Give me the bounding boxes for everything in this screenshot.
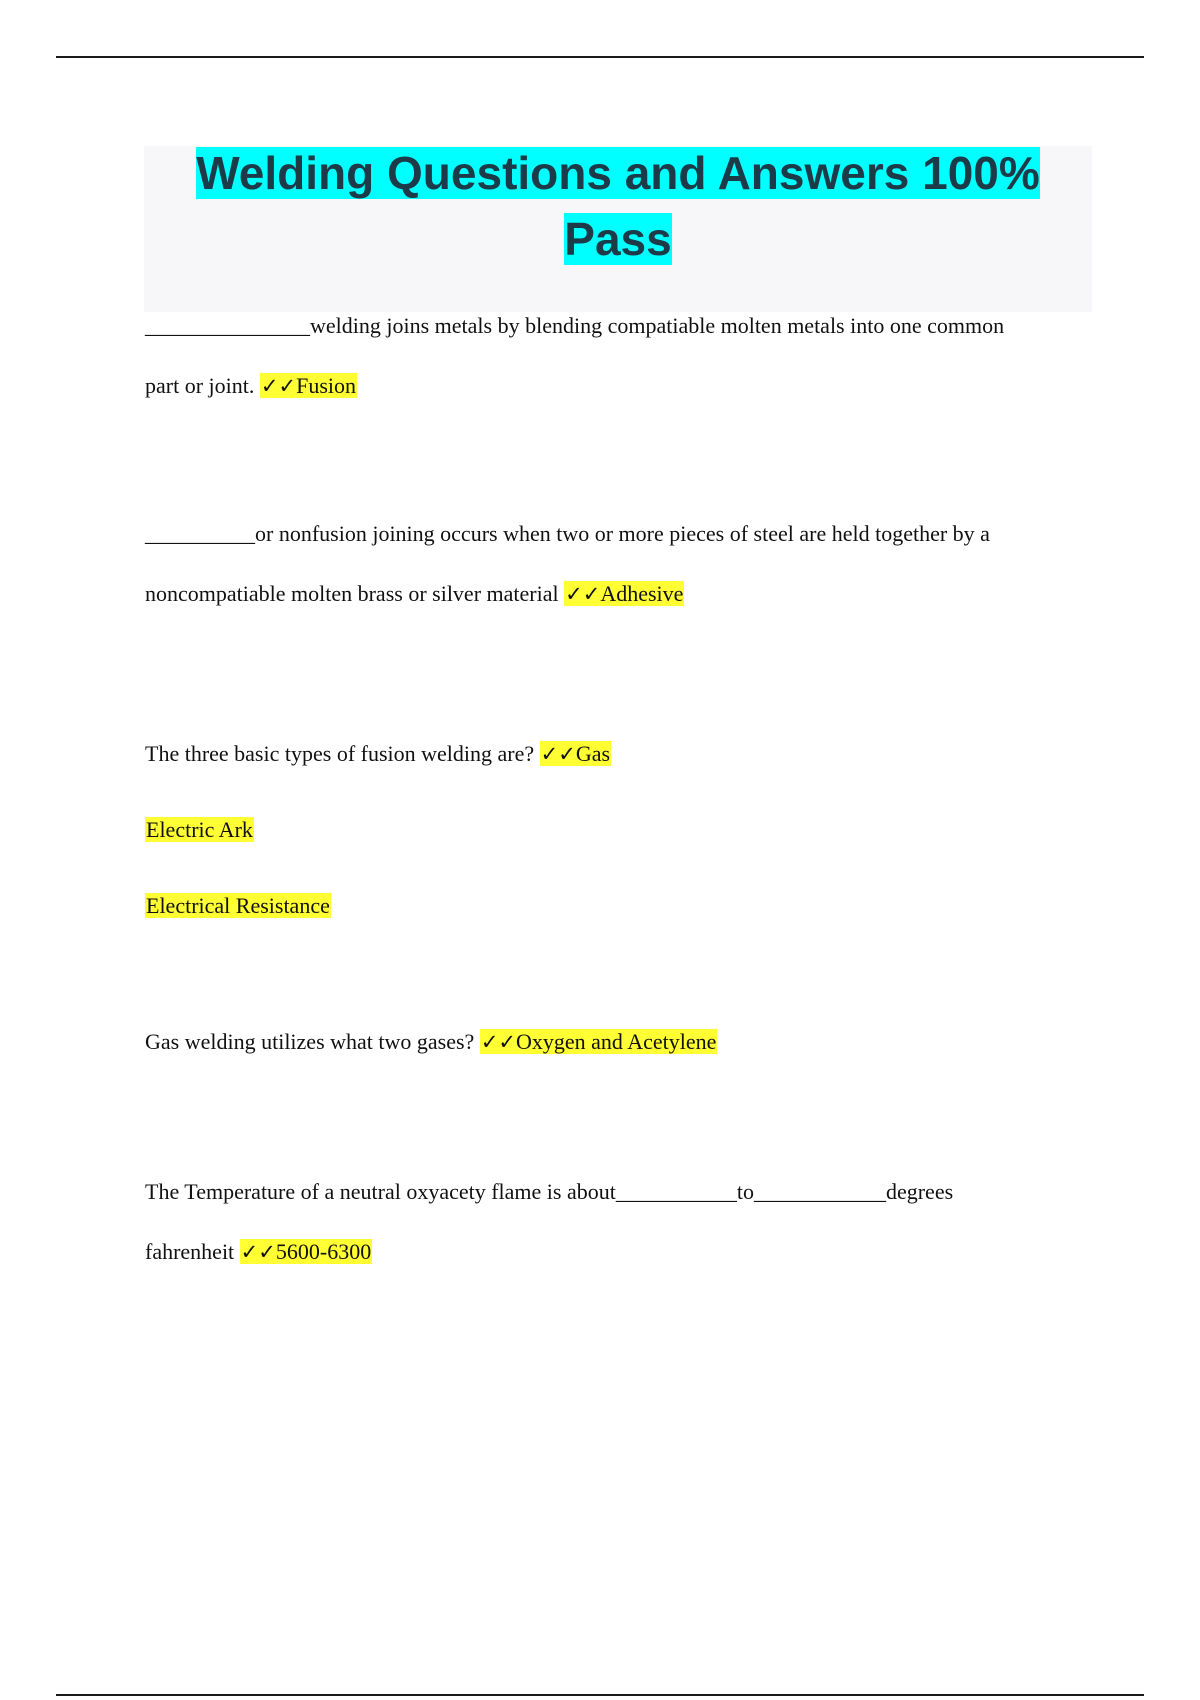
answer-text: Adhesive <box>600 581 684 606</box>
answer-text: Fusion <box>296 373 356 398</box>
answer-highlight <box>240 1239 373 1264</box>
answer-text: Electrical Resistance <box>146 893 330 918</box>
answer-text: Electric Ark <box>146 817 253 842</box>
page-title: Welding Questions and Answers 100% Pass <box>196 147 1040 265</box>
qa-item-fusion-types <box>145 716 1085 944</box>
question-text: fahrenheit <box>145 1239 235 1264</box>
answer-highlight <box>540 741 611 766</box>
question-text: The Temperature of a neutral oxyacety flame is about___________to____________degrees <box>145 1179 954 1204</box>
check-mark-icon: ✓✓ <box>480 1030 517 1054</box>
qa-item-adhesive <box>145 504 1085 624</box>
header-rule <box>56 56 1144 58</box>
qa-item-fusion <box>145 296 1085 416</box>
check-mark-icon: ✓✓ <box>565 582 601 606</box>
title-banner <box>144 146 1092 312</box>
footer-rule <box>56 1694 1144 1696</box>
check-mark-icon: ✓✓ <box>240 1240 276 1264</box>
question-text: Gas welding utilizes what two gases? <box>145 1029 475 1054</box>
answer-highlight <box>564 581 684 606</box>
check-mark-icon: ✓✓ <box>540 742 576 766</box>
question-text: _______________welding joins metals by blending compatiable molten metals into one common <box>145 313 1005 338</box>
answer-text: Gas <box>575 741 611 766</box>
question-text: noncompatiable molten brass or silver material <box>145 581 559 606</box>
answer-text: Oxygen and Acetylene <box>516 1029 717 1054</box>
answer-highlight <box>480 1029 718 1054</box>
answer-text: 5600-6300 <box>275 1239 372 1264</box>
qa-item-gases <box>145 1012 1085 1072</box>
qa-item-temperature <box>145 1162 1085 1282</box>
check-mark-icon: ✓✓ <box>260 374 297 398</box>
question-text: The three basic types of fusion welding are? <box>145 741 535 766</box>
question-text: __________or nonfusion joining occurs when two or more pieces of steel are held together by a <box>145 521 990 546</box>
answer-highlight <box>260 373 357 398</box>
question-text: part or joint. <box>145 373 255 398</box>
